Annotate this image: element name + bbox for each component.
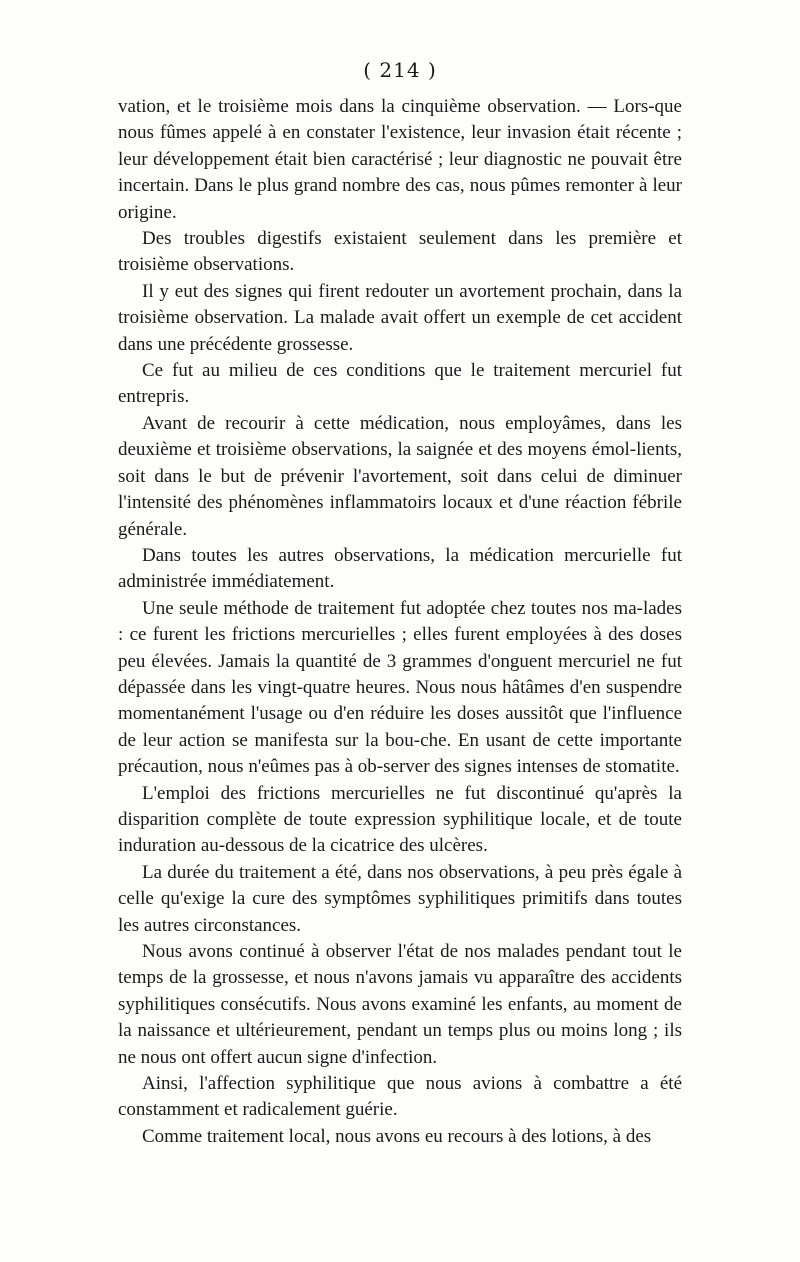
paragraph-2: Des troubles digestifs existaient seulement dans les première et troisième observations. [118, 228, 682, 276]
page-number: ( 214 ) [363, 58, 437, 82]
paragraph-5: Avant de recourir à cette médication, nous employâmes, dans les deuxième et troisième observations, la saignée et des moyens émol-lients, soit dans le but de prévenir l'avortement, soit dans celui de diminuer l'intensité des phénomènes inflammatoirs locaux et d'une réaction fébrile générale. [118, 412, 682, 540]
paragraph-11: Ainsi, l'affection syphilitique que nous avions à combattre a été constamment et radicalement guérie. [118, 1073, 682, 1121]
paragraph-10: Nous avons continué à observer l'état de nos malades pendant tout le temps de la grossesse, et nous n'avons jamais vu apparaître des accidents syphilitiques consécutifs. Nous avons examiné les enfants, au moment de la naissance et ultérieurement, pendant un temps plus ou moins long ; ils ne nous ont offert aucun signe d'infection. [118, 941, 682, 1068]
paragraph-6: Dans toutes les autres observations, la médication mercurielle fut administrée immédiatement. [118, 544, 682, 593]
paragraph-1: vation, et le troisième mois dans la cinquième observation. — Lors-que nous fûmes appelé à en constater l'existence, leur invasion était récente ; leur développement était bien caractérisé ; leur diagnostic ne pouvait être incertain. Dans le plus grand nombre des cas, nous pûmes remonter à leur origine. [118, 96, 682, 223]
paragraph-3: Il y eut des signes qui firent redouter un avortement prochain, dans la troisième observation. La malade avait offert un exemple de cet accident dans une précédente grossesse. [118, 280, 682, 355]
paragraph-7: Une seule méthode de traitement fut adoptée chez toutes nos ma-lades : ce furent les frictions mercurielles ; elles furent employées à des doses peu élevées. Jamais la quantité de 3 grammes d'onguent mercuriel ne fut dépassée dans les vingt-quatre heures. Nous nous hâtâmes d'en suspendre momentanément l'usage ou d'en réduire les doses aussitôt que l'influence de leur action se manifesta sur la bou-che. En usant de cette importante précaution, nous n'eûmes pas à ob-server des signes intenses de stomatite. [118, 597, 682, 778]
body-text [118, 94, 682, 1150]
paragraph-4: Ce fut au milieu de ces conditions que le traitement mercuriel fut entrepris. [118, 360, 682, 408]
paragraph-12: Comme traitement local, nous avons eu recours à des lotions, à des [142, 1125, 652, 1147]
paragraph-9: La durée du traitement a été, dans nos observations, à peu près égale à celle qu'exige la cure des symptômes syphilitiques primitifs dans toutes les autres circonstances. [118, 861, 682, 936]
paragraph-8: L'emploi des frictions mercurielles ne fut discontinué qu'après la disparition complète de toute expression syphilitique locale, et de toute induration au-dessous de la cicatrice des ulcères. [118, 782, 682, 857]
